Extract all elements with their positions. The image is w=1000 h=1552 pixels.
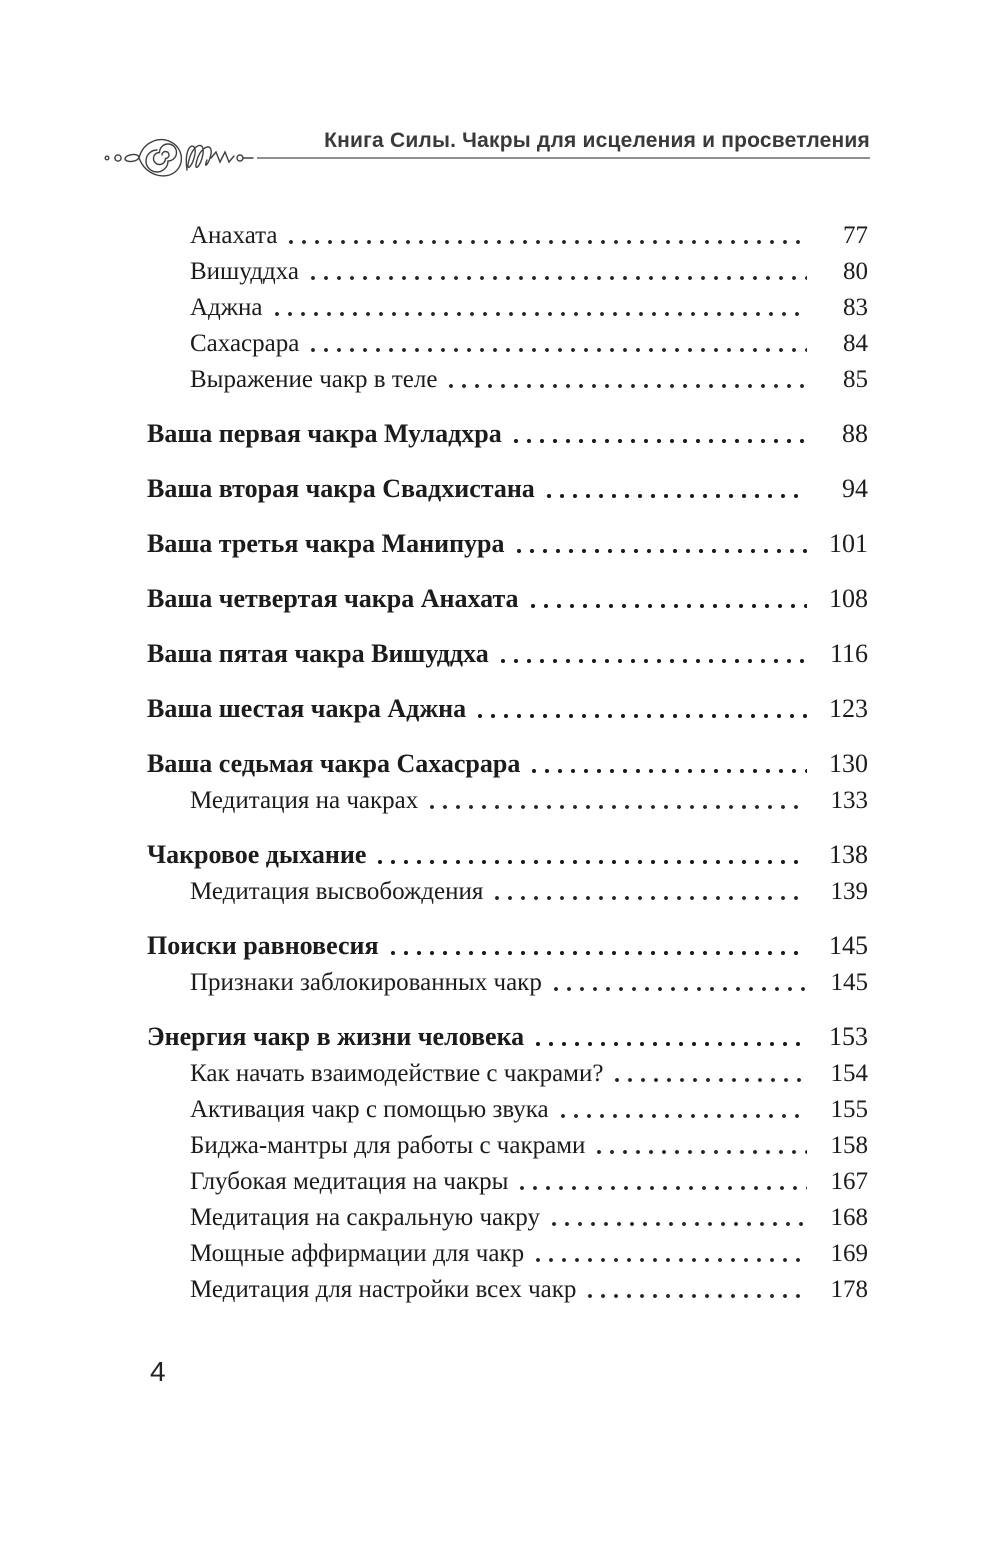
toc-entry <box>147 742 868 779</box>
toc-entry-title: Вишуддха <box>190 258 299 285</box>
toc-entry <box>147 1160 868 1196</box>
toc-entry-title: Медитация на чакрах <box>190 787 419 814</box>
swirl-flourish-icon <box>103 134 255 182</box>
toc-entry-page: 158 <box>830 1132 868 1159</box>
dot-leader <box>447 358 807 394</box>
toc-entry-title: Поиски равновесия <box>147 931 379 960</box>
dot-leader <box>389 924 807 961</box>
toc-entry-page: 145 <box>830 969 868 996</box>
toc-entry-page: 123 <box>829 694 868 723</box>
toc-entry-page: 77 <box>843 222 868 249</box>
toc-entry-title: Как начать взаимодействие с чакрами? <box>190 1060 604 1087</box>
toc-entry-page: 83 <box>843 294 868 321</box>
toc-entry <box>147 1196 868 1232</box>
dot-leader <box>534 1015 807 1052</box>
toc-entry <box>147 632 868 669</box>
dot-leader <box>376 833 807 870</box>
toc-entry-title: Чакровое дыхание <box>147 840 367 869</box>
toc-entry <box>147 870 868 906</box>
toc-entry-page: 154 <box>830 1060 868 1087</box>
toc-entry-page: 84 <box>843 330 868 357</box>
dot-leader <box>309 250 807 286</box>
dot-leader <box>613 1052 807 1088</box>
toc-entry-title: Выражение чакр в теле <box>190 366 438 393</box>
toc-entry <box>147 1268 868 1304</box>
toc-entry-title: Медитация высвобождения <box>190 878 484 905</box>
toc-entry-page: 167 <box>830 1168 868 1195</box>
toc-entry-title: Биджа-мантры для работы с чакрами <box>190 1132 586 1159</box>
toc-entry-title: Ваша пятая чакра Вишуддха <box>147 639 489 668</box>
toc-entry-page: 169 <box>830 1240 868 1267</box>
toc-entry-page: 94 <box>842 474 868 503</box>
dot-leader <box>428 779 807 815</box>
toc-entry <box>147 522 868 559</box>
toc-entry-title: Анахата <box>190 222 278 249</box>
dot-leader <box>529 577 807 614</box>
toc-entry <box>147 358 868 394</box>
toc-entry-page: 178 <box>830 1276 868 1303</box>
toc-entry-page: 88 <box>842 419 868 448</box>
toc-entry <box>147 1052 868 1088</box>
toc-list <box>147 214 868 1304</box>
toc-entry-page: 153 <box>829 1022 868 1051</box>
toc-entry <box>147 577 868 614</box>
toc-entry-title: Ваша третья чакра Манипура <box>147 529 505 558</box>
toc-entry <box>147 322 868 358</box>
dot-leader <box>552 961 807 997</box>
toc-entry-page: 155 <box>830 1096 868 1123</box>
toc-entry-title: Медитация на сакральную чакру <box>190 1204 540 1231</box>
dot-leader <box>559 1088 807 1124</box>
running-header <box>103 128 870 182</box>
dot-leader <box>595 1124 807 1160</box>
toc-entry <box>147 961 868 997</box>
toc-entry-title: Признаки заблокированных чакр <box>190 969 542 996</box>
toc-entry <box>147 1124 868 1160</box>
toc-entry-page: 133 <box>830 787 868 814</box>
dot-leader <box>273 286 807 322</box>
toc-entry <box>147 833 868 870</box>
dot-leader <box>534 1232 807 1268</box>
toc-entry <box>147 924 868 961</box>
dot-leader <box>518 1160 807 1196</box>
dot-leader <box>586 1268 807 1304</box>
dot-leader <box>493 870 807 906</box>
toc-entry-page: 168 <box>830 1204 868 1231</box>
toc-entry-page: 130 <box>829 749 868 778</box>
toc-entry <box>147 687 868 724</box>
toc-entry-page: 101 <box>829 529 868 558</box>
running-header-title: Книга Силы. Чакры для исцеления и просветления <box>324 129 870 152</box>
dot-leader <box>309 322 807 358</box>
dot-leader <box>545 467 807 504</box>
toc-entry-title: Глубокая медитация на чакры <box>190 1168 509 1195</box>
toc-entry <box>147 286 868 322</box>
toc-entry <box>147 467 868 504</box>
toc-entry-page: 85 <box>843 366 868 393</box>
toc-entry-title: Энергия чакр в жизни человека <box>147 1022 525 1051</box>
toc-entry <box>147 1015 868 1052</box>
toc-entry-title: Ваша седьмая чакра Сахасрара <box>147 749 521 778</box>
dot-leader <box>499 632 807 669</box>
dot-leader <box>515 522 807 559</box>
toc-entry <box>147 779 868 815</box>
toc-entry-title: Ваша вторая чакра Свадхистана <box>147 474 535 503</box>
dot-leader <box>287 214 807 250</box>
page-number: 4 <box>150 1356 166 1387</box>
toc-entry-page: 108 <box>829 584 868 613</box>
toc-entry <box>147 412 868 449</box>
header-rule <box>257 157 870 159</box>
toc-entry-title: Ваша четвертая чакра Анахата <box>147 584 519 613</box>
toc-entry-title: Мощные аффирмации для чакр <box>190 1240 525 1267</box>
toc-entry-page: 139 <box>830 878 868 905</box>
toc-entry-title: Медитация для настройки всех чакр <box>190 1276 577 1303</box>
toc-entry-page: 116 <box>829 639 868 668</box>
dot-leader <box>530 742 807 779</box>
toc-entry <box>147 250 868 286</box>
dot-leader <box>476 687 807 724</box>
toc-entry <box>147 1232 868 1268</box>
toc-entry-page: 138 <box>829 840 868 869</box>
toc-entry-page: 80 <box>843 258 868 285</box>
toc-entry <box>147 1088 868 1124</box>
dot-leader <box>512 412 807 449</box>
toc-entry-title: Ваша шестая чакра Аджна <box>147 694 467 723</box>
dot-leader <box>550 1196 807 1232</box>
toc-entry <box>147 214 868 250</box>
toc-entry-page: 145 <box>829 931 868 960</box>
toc-entry-title: Аджна <box>190 294 263 321</box>
toc-entry-title: Ваша первая чакра Муладхра <box>147 419 502 448</box>
toc-entry-title: Сахасрара <box>190 330 300 357</box>
toc-entry-title: Активация чакр с помощью звука <box>190 1096 549 1123</box>
